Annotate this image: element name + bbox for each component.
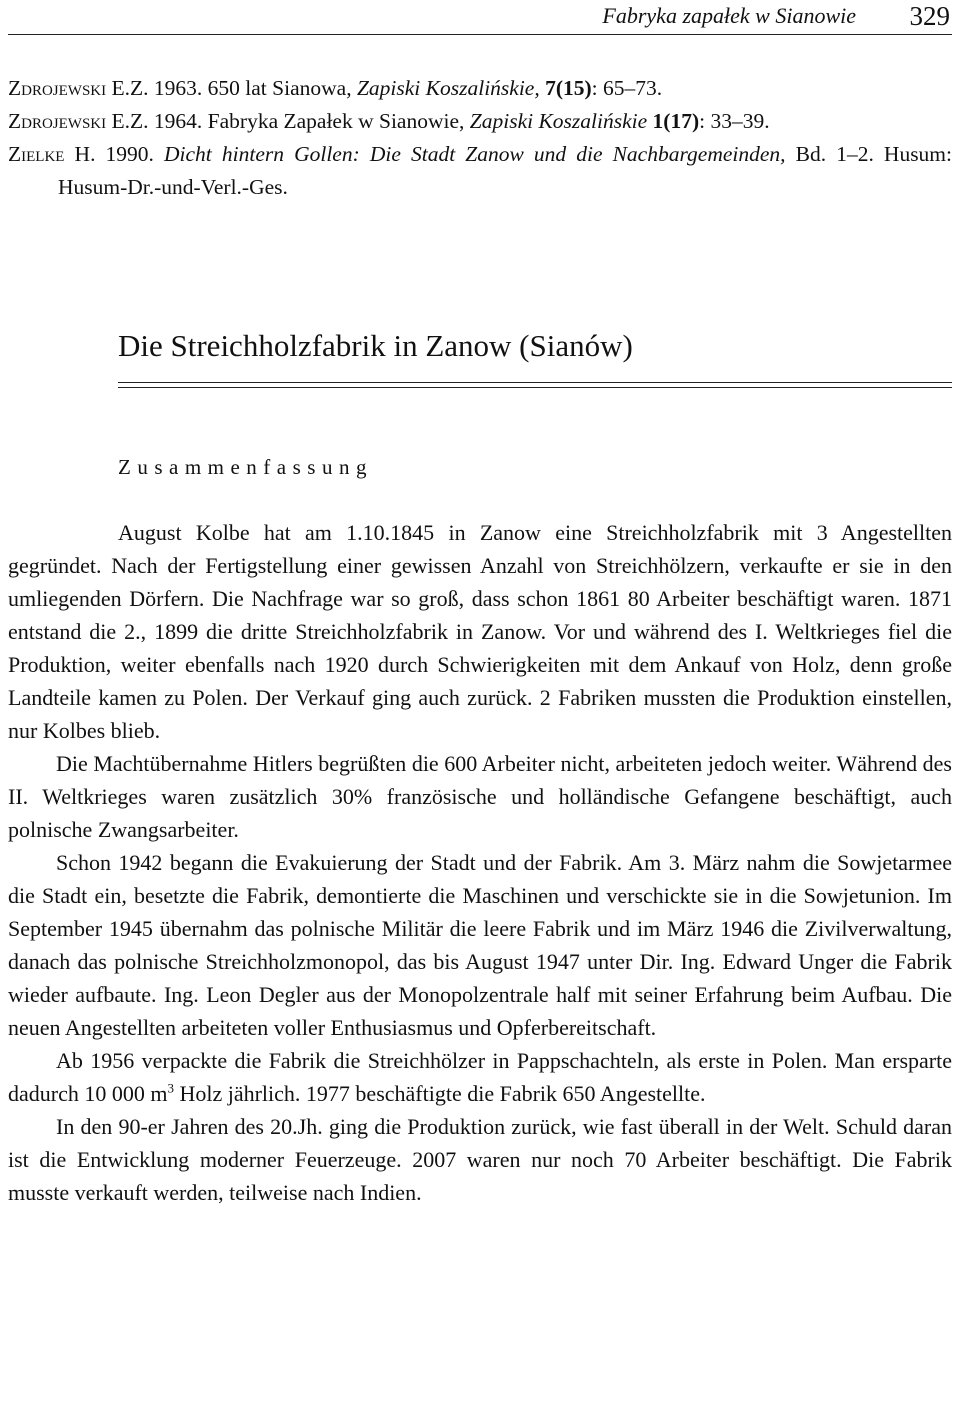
summary-body <box>8 516 952 1209</box>
paragraph: Die Machtübernahme Hitlers begrüßten die 600 Arbeiter nicht, arbeiteten jedoch weiter. Während des II. Weltkrieges waren zusätzlich 30% französische und holländische Gefangene beschäftigt, auch polnische Zwangsarbeiter. <box>8 751 952 842</box>
paragraph <box>8 1044 952 1110</box>
reference-author: Zielke H. <box>8 142 96 166</box>
section-title: Die Streichholzfabrik in Zanow (Sianów) <box>118 328 633 363</box>
reference-year: 1964. <box>153 109 203 133</box>
summary-heading: Zusammenfassung <box>118 455 373 479</box>
paragraph: August Kolbe hat am 1.10.1845 in Zanow eine Streichholzfabrik mit 3 Angestellten gegründet. Nach der Fertigstellung einer gewissen Anzahl von Streichhölzern, verkaufte er sie in den umliegenden Dörfern. Die Nachfrage war so groß, dass schon 1861 80 Arbeiter beschäftigt waren. 1871 entstand die 2., 1899 die dritte Streichholzfabrik in Zanow. Vor und während des I. Weltkrieges fiel die Produktion, weiter ebenfalls nach 1920 durch Schwierigkeiten mit dem Ankauf von Holz, denn große Landteile kamen zu Polen. Der Verkauf ging auch zurück. 2 Fabriken mussten die Produktion einstellen, nur Kolbes blieb. <box>8 520 952 743</box>
reference-rest: Bd. 1–2. Husum: Husum-Dr.-und-Verl.-Ges. <box>58 142 953 199</box>
reference-item <box>8 72 952 105</box>
reference-item <box>8 138 952 204</box>
paragraph: Schon 1942 begann die Evakuierung der Stadt und der Fabrik. Am 3. März nahm die Sowjetarmee die Stadt ein, besetzte die Fabrik, demontierte die Maschinen und verschickte sie in die Sowjetunion. Im September 1945 übernahm das polnische Militär die leere Fabrik und im März 1946 die Zivilverwaltung, danach das polnische Streichholzmonopol, das bis August 1947 unter Dir. Ing. Edward Unger die Fabrik wieder aufbaute. Ing. Leon Degler aus der Monopolzentrale half mit seiner Erfahrung beim Aufbau. Die neuen Angestellten arbeiteten voller Enthusiasmus und Opferbereitschaft. <box>8 850 952 1040</box>
reference-volume: 7(15) <box>545 76 592 100</box>
reference-title: Fabryka Zapałek w Sianowie, <box>207 109 465 133</box>
reference-pages: : 33–39. <box>699 109 770 133</box>
page-header <box>8 0 952 35</box>
superscript: 3 <box>167 1080 174 1096</box>
reference-journal: Zapiski Koszalińskie <box>469 109 648 133</box>
title-rule <box>118 382 952 388</box>
reference-list <box>8 72 952 204</box>
reference-item <box>8 105 952 138</box>
paragraph: In den 90-er Jahren des 20.Jh. ging die Produktion zurück, wie fast überall in der Welt. Schuld daran ist die Entwicklung moderner Feuerzeuge. 2007 waren nur noch 70 Arbeiter beschäftigt. Die Fabrik musste verkauft werden, teilweise nach Indien. <box>8 1114 952 1205</box>
reference-year: 1990. <box>105 142 154 166</box>
reference-volume: 1(17) <box>652 109 700 133</box>
paragraph-text: Ab 1956 verpackte die Fabrik die Streichhölzer in Pappschachteln, als erste in Polen. Man ersparte dadurch 10 000 m <box>8 1048 952 1106</box>
reference-journal: Zapiski Koszalińskie, <box>356 76 540 100</box>
reference-author: Zdrojewski E.Z. <box>8 109 149 133</box>
reference-year: 1963. <box>153 76 203 100</box>
reference-pages: : 65–73. <box>591 76 663 100</box>
paragraph-text: Holz jährlich. 1977 beschäftigte die Fabrik 650 Angestellte. <box>173 1081 706 1106</box>
page-number: 329 <box>909 1 950 31</box>
reference-title: Dicht hintern Gollen: Die Stadt Zanow und die Nachbargemeinden, <box>164 142 786 166</box>
running-title: Fabryka zapałek w Sianowie <box>602 3 856 28</box>
reference-title: 650 lat Sianowa, <box>207 76 352 100</box>
reference-author: Zdrojewski E.Z. <box>8 76 149 100</box>
